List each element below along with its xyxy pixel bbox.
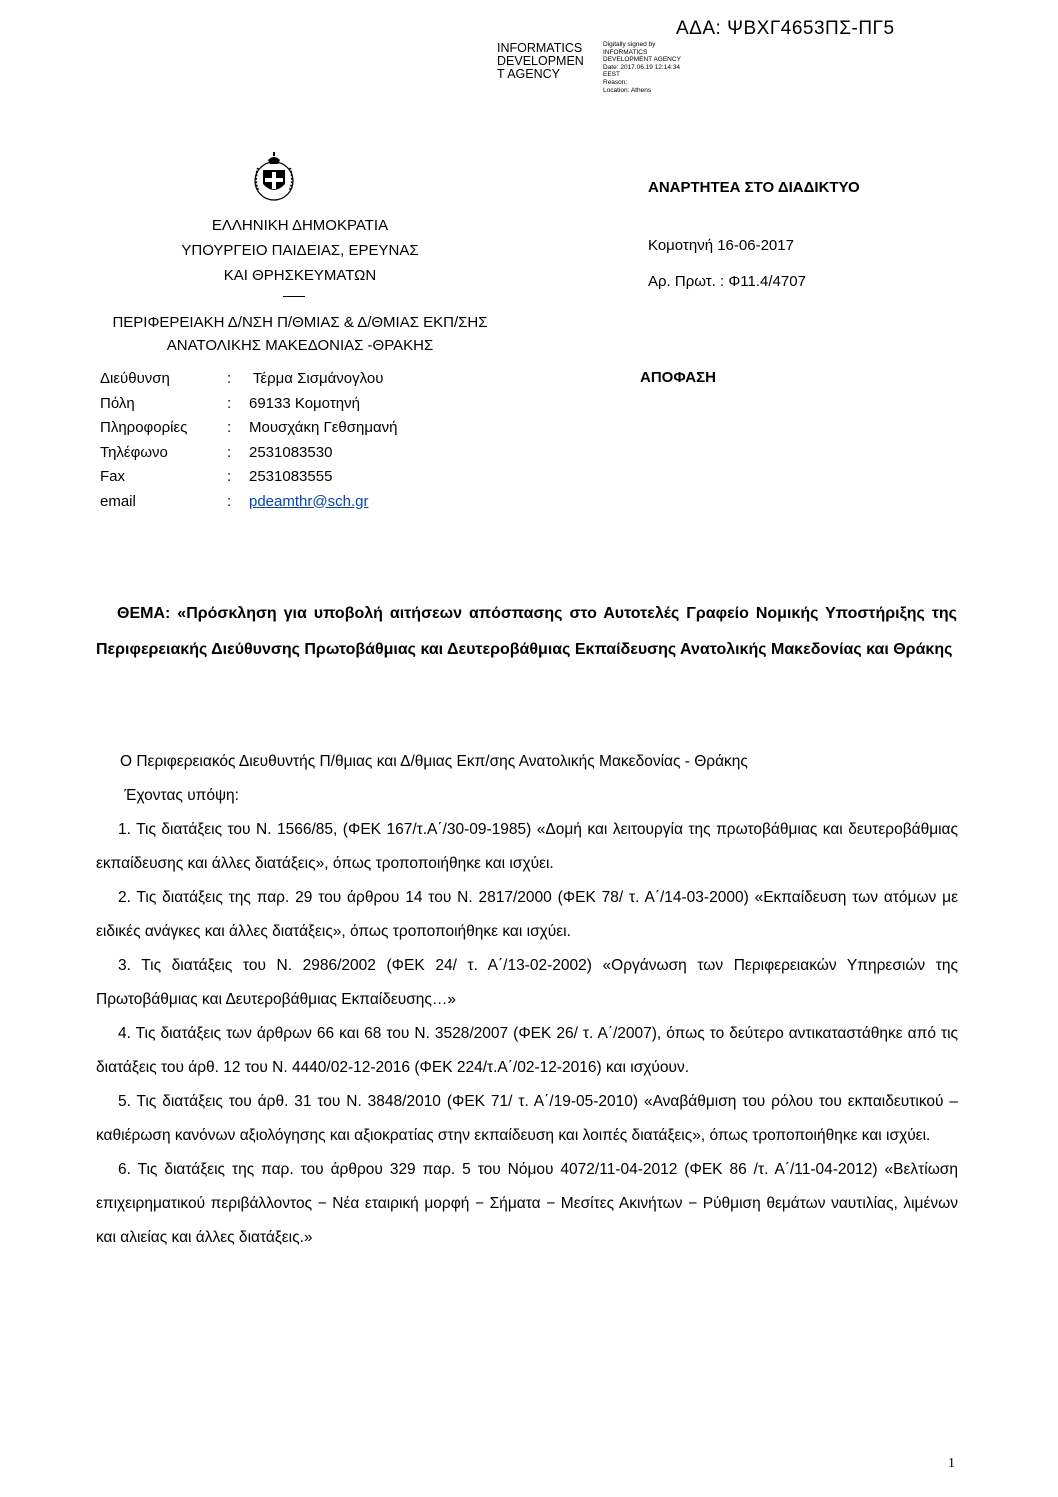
subject-heading [96,596,957,668]
contact-key: Fax [100,468,126,485]
header-republic: ΕΛΛΗΝΙΚΗ ΔΗΜΟΚΡΑΤΙΑ [211,217,389,234]
signature-detail-line: Reason: [603,78,628,86]
header-ministry-cont: ΚΑΙ ΘΡΗΣΚΕΥΜΑΤΩΝ [223,267,377,284]
contact-sep: : [227,370,232,387]
page-number: 1 [948,1456,955,1471]
signature-org-line: DEVELOPMEN [497,54,584,68]
signature-org-line: INFORMATICS [497,41,583,55]
contact-key: Πληροφορίες [100,419,188,436]
contact-row [100,465,398,490]
contact-value: Μουσχάκη Γεθσημανή [249,419,398,436]
contact-block [100,367,398,514]
ada-code: ΑΔΑ: ΨΒΧΓ4653ΠΣ-ΠΓ5 [676,18,895,39]
list-item: 5. Τις διατάξεις του άρθ. 31 του Ν. 3848/2010 (ΦΕΚ 71/ τ. Α΄/19-05-2010) «Αναβάθμιση του ρόλου του εκπαιδευτικού – καθιέρωση κανόνων αξιολόγησης και αξιοκρατίας στην εκπαίδευση και λοιπές διατάξεις», όπως τροποποιήθηκε και ισχύει. [96,1093,958,1144]
list-item: 4. Τις διατάξεις των άρθρων 66 και 68 του Ν. 3528/2007 (ΦΕΚ 26/ τ. Α΄/2007), όπως το δεύτερο αντικαταστάθηκε από τις διατάξεις του άρθ. 12 του Ν. 4440/02-12-2016 (ΦΕΚ 224/τ.Α΄/02-12-2016) και ισχύουν. [96,1025,958,1076]
contact-sep: : [227,419,232,436]
list-item: 3. Τις διατάξεις του Ν. 2986/2002 (ΦΕΚ 24/ τ. Α΄/13-02-2002) «Οργάνωση των Περιφερειακών Υπηρεσιών της Πρωτοβάθμιας και Δευτεροβάθμιας Εκπαίδευσης…» [96,957,958,1008]
contact-sep: : [227,443,232,461]
hellenic-republic-emblem-icon [252,152,296,202]
contact-key: Διεύθυνση [100,370,170,387]
signature-details [603,41,681,94]
subject-text: ΘΕΜΑ: «Πρόσκληση για υποβολή αιτήσεων απόσπασης στο Αυτοτελές Γραφείο Νομικής Υποστήριξης της Περιφερειακής Διεύθυνσης Πρωτοβάθμιας και Δευτεροβάθμιας Εκπαίδευσης Ανατολικής Μακεδονίας και Θράκης [96,605,957,658]
contact-value: 2531083530 [249,443,333,461]
protocol-number: Αρ. Πρωτ. : Φ11.4/4707 [648,273,806,290]
header-divider [283,296,305,297]
email-link[interactable]: pdeamthr@sch.gr [249,492,369,510]
contact-row [100,490,398,515]
contact-value: Τέρμα Σισμάνογλου [249,370,384,387]
intro-paragraph: Ο Περιφερειακός Διευθυντής Π/θμιας και Δ/θμιας Εκπ/σης Ανατολικής Μακεδονίας - Θράκης [120,753,748,770]
having-paragraph: Έχοντας υπόψη: [120,787,239,804]
contact-key: email [100,492,136,510]
document-body [96,745,958,1255]
signature-detail-line: DEVELOPMENT AGENCY [603,56,681,64]
signature-org-line: T AGENCY [497,67,560,81]
signature-detail-line: Location: Athens [603,86,652,94]
list-item: 6. Τις διατάξεις της παρ. του άρθρου 329 παρ. 5 του Νόμου 4072/11-04-2012 (ΦΕΚ 86 /τ. Α΄/11-04-2012) «Βελτίωση επιχειρηματικού περιβάλλοντος − Νέα εταιρική μορφή − Σήματα − Μεσίτες Ακινήτων − Ρύθμιση θεμάτων ναυτιλίας, λιμένων και αλιείας και άλλες διατάξεις.» [96,1161,958,1246]
signature-detail-line: Digitally signed by [603,41,656,48]
signature-organization [497,42,584,81]
posting-notice: ΑΝΑΡΤΗΤΕΑ ΣΤΟ ΔΙΑΔΙΚΤΥΟ [648,179,860,196]
list-item: 2. Τις διατάξεις της παρ. 29 του άρθρου 14 του Ν. 2817/2000 (ΦΕΚ 78/ τ. Α΄/14-03-2000) «Εκπαίδευση των ατόμων με ειδικές ανάγκες και άλλες διατάξεις», όπως τροποποιήθηκε και ισχύει. [96,889,958,940]
contact-sep: : [227,492,232,510]
contact-sep: : [227,394,232,412]
signature-detail-line: Date: 2017.06.19 12:14:34 [603,63,680,71]
header-region: ΑΝΑΤΟΛΙΚΗΣ ΜΑΚΕΔΟΝΙΑΣ -ΘΡΑΚΗΣ [166,337,434,354]
document-date: Κομοτηνή 16-06-2017 [648,237,794,254]
signature-detail-line: INFORMATICS [603,48,648,56]
contact-sep: : [227,468,232,485]
contact-key: Τηλέφωνο [100,443,168,461]
contact-row [100,367,398,392]
contact-row [100,441,398,466]
list-item: 1. Τις διατάξεις του Ν. 1566/85, (ΦΕΚ 167/τ.Α΄/30-09-1985) «Δομή και λειτουργία της πρωτοβάθμιας και δευτεροβάθμιας εκπαίδευσης και άλλες διατάξεις», όπως τροποποιήθηκε και ισχύει. [96,821,958,872]
contact-key: Πόλη [100,394,135,412]
contact-value: 69133 Κομοτηνή [249,394,360,412]
header-ministry: ΥΠΟΥΡΓΕΙΟ ΠΑΙΔΕΙΑΣ, ΕΡΕΥΝΑΣ [181,242,419,259]
signature-detail-line: EEST [603,71,620,79]
contact-row [100,416,398,441]
contact-row [100,392,398,417]
header-directorate: ΠΕΡΙΦΕΡΕΙΑΚΗ Δ/ΝΣΗ Π/ΘΜΙΑΣ & Δ/ΘΜΙΑΣ ΕΚΠ/ΣΗΣ [112,314,488,331]
decision-title: ΑΠΟΦΑΣΗ [640,369,716,386]
contact-value: 2531083555 [249,468,333,485]
